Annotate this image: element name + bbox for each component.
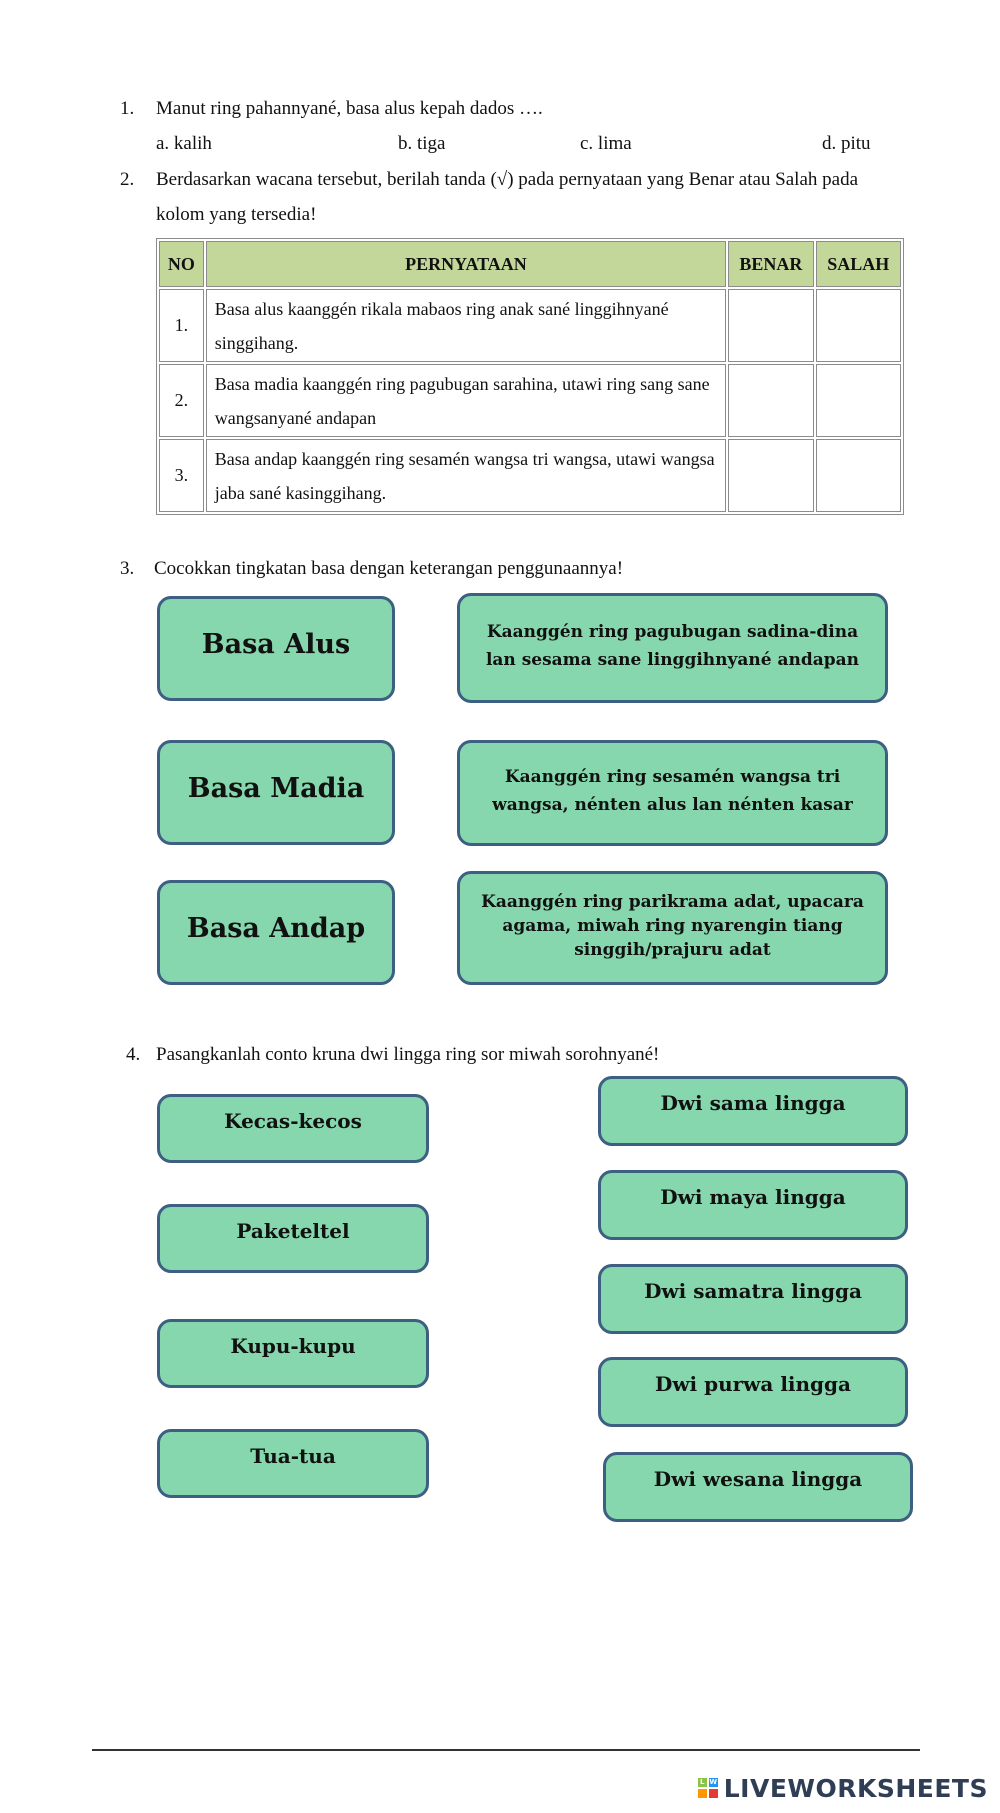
level-basa-alus[interactable]: Basa Alus (157, 596, 395, 701)
header-salah: SALAH (816, 241, 901, 287)
header-benar: BENAR (728, 241, 813, 287)
question-2-text-line1: Berdasarkan wacana tersebut, berilah tanda (√) pada pernyataan yang Benar atau Salah pada (156, 169, 859, 190)
example-paketeltel[interactable]: Paketeltel (157, 1204, 429, 1273)
table-row (159, 439, 901, 512)
question-1-text: Manut ring pahannyané, basa alus kepah dados …. (156, 98, 543, 119)
question-2-number: 2. (120, 169, 135, 190)
table-row (159, 364, 901, 437)
description-2[interactable]: Kaanggén ring sesamén wangsa tri wangsa, nénten alus lan nénten kasar (457, 740, 888, 846)
question-4-text: Pasangkanlah conto kruna dwi lingga ring sor miwah sorohnyané! (156, 1044, 660, 1065)
level-basa-madia[interactable]: Basa Madia (157, 740, 395, 845)
option-d[interactable]: d. pitu (822, 133, 871, 154)
benar-checkbox-cell[interactable] (728, 439, 813, 512)
footer-divider (92, 1749, 920, 1751)
option-c[interactable]: c. lima (580, 133, 632, 154)
type-dwi-sama-lingga[interactable]: Dwi sama lingga (598, 1076, 908, 1146)
benar-checkbox-cell[interactable] (728, 289, 813, 362)
logo-square-w: W (709, 1778, 718, 1786)
type-dwi-wesana-lingga[interactable]: Dwi wesana lingga (603, 1452, 913, 1522)
type-dwi-maya-lingga[interactable]: Dwi maya lingga (598, 1170, 908, 1240)
row-statement: Basa madia kaanggén ring pagubugan sarahina, utawi ring sang sane wangsanyané andapan (206, 364, 726, 437)
benar-checkbox-cell[interactable] (728, 364, 813, 437)
row-number: 3. (159, 439, 204, 512)
description-1[interactable]: Kaanggén ring pagubugan sadina-dina lan sesama sane linggihnyané andapan (457, 593, 888, 703)
header-statement: PERNYATAAN (206, 241, 726, 287)
question-1 (120, 97, 920, 121)
salah-checkbox-cell[interactable] (816, 439, 901, 512)
logo-square-orange (698, 1789, 707, 1798)
header-no: NO (159, 241, 204, 287)
statement-table (156, 238, 904, 515)
example-kupu-kupu[interactable]: Kupu-kupu (157, 1319, 429, 1388)
salah-checkbox-cell[interactable] (816, 289, 901, 362)
type-dwi-purwa-lingga[interactable]: Dwi purwa lingga (598, 1357, 908, 1427)
type-dwi-samatra-lingga[interactable]: Dwi samatra lingga (598, 1264, 908, 1334)
example-kecas-kecos[interactable]: Kecas-kecos (157, 1094, 429, 1163)
level-basa-andap[interactable]: Basa Andap (157, 880, 395, 985)
question-3 (120, 557, 920, 581)
salah-checkbox-cell[interactable] (816, 364, 901, 437)
row-number: 2. (159, 364, 204, 437)
logo-square-l: L (698, 1778, 707, 1787)
question-1-number: 1. (120, 98, 135, 119)
question-4-number: 4. (126, 1044, 141, 1065)
example-tua-tua[interactable]: Tua-tua (157, 1429, 429, 1498)
liveworksheets-logo (698, 1773, 988, 1803)
option-b[interactable]: b. tiga (398, 133, 446, 154)
question-4 (126, 1043, 926, 1067)
row-statement: Basa alus kaanggén rikala mabaos ring anak sané linggihnyané singgihang. (206, 289, 726, 362)
row-number: 1. (159, 289, 204, 362)
question-2 (120, 168, 940, 228)
table-row (159, 289, 901, 362)
liveworksheets-logo-text: LIVEWORKSHEETS (723, 1773, 988, 1803)
question-3-text: Cocokkan tingkatan basa dengan keterangan penggunaannya! (154, 558, 624, 579)
question-3-number: 3. (120, 558, 135, 579)
table-header-row (159, 241, 901, 287)
logo-square-red (709, 1789, 718, 1798)
description-3[interactable]: Kaanggén ring parikrama adat, upacara agama, miwah ring nyarengin tiang singgih/prajuru adat (457, 871, 888, 985)
row-statement: Basa andap kaanggén ring sesamén wangsa tri wangsa, utawi wangsa jaba sané kasinggihang. (206, 439, 726, 512)
option-a[interactable]: a. kalih (156, 133, 212, 154)
liveworksheets-logo-icon (698, 1778, 718, 1798)
question-2-text-line2: kolom yang tersedia! (156, 204, 317, 225)
